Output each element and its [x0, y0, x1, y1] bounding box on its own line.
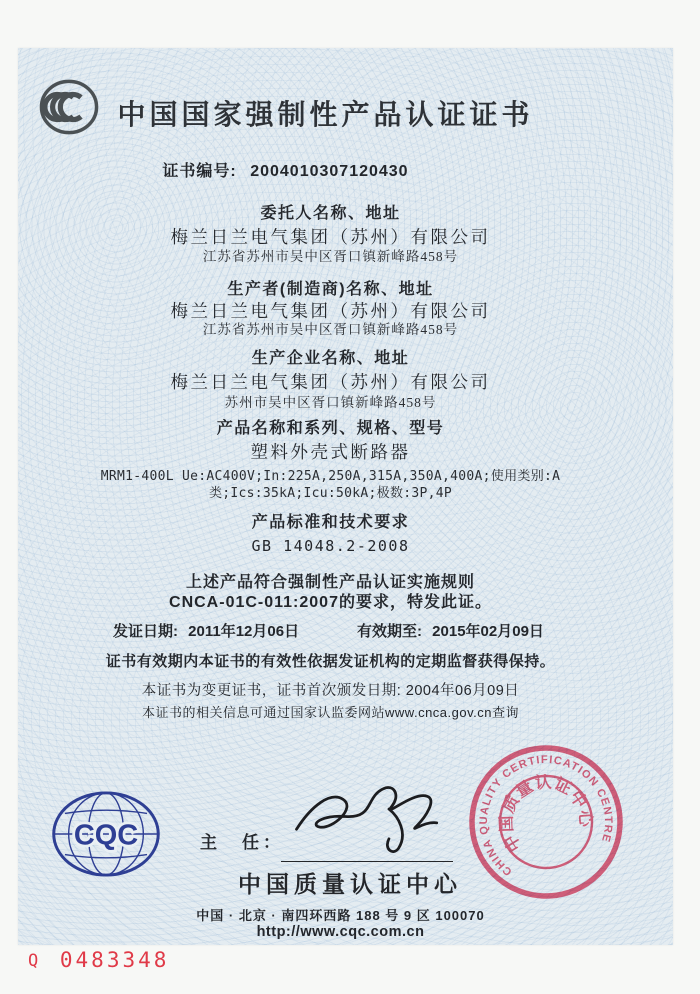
factory-address: 苏州市吴中区胥口镇新峰路458号 [224, 395, 437, 410]
organization-name: 中国质量认证中心 [238, 871, 462, 897]
validity-note: 证书有效期内本证书的有效性依据发证机构的定期监督获得保持。 [105, 653, 556, 670]
manufacturer-name: 梅兰日兰电气集团（苏州）有限公司 [170, 301, 491, 321]
expiry-date-value: 2015年02月09日 [432, 623, 544, 640]
issue-date [113, 620, 299, 641]
certificate-title: 中国国家强制性产品认证证书 [117, 99, 534, 130]
product-spec-line-2: 类;Ics:35kA;Icu:50kA;极数:3P,4P [208, 486, 453, 501]
issue-date-value: 2011年12月06日 [188, 623, 300, 640]
expiry-date [357, 620, 544, 641]
applicant-address: 江苏省苏州市吴中区胥口镇新峰路458号 [202, 249, 459, 264]
product-name: 塑料外壳式断路器 [250, 442, 411, 462]
serial-number [28, 948, 169, 972]
organization-website: http://www.cqc.com.cn [256, 924, 425, 940]
cqc-logo-letters: CQC [73, 819, 139, 852]
svg-text:CHINA QUALITY CERTIFICATION CE [466, 742, 623, 882]
red-seal-stamp [466, 742, 626, 902]
director-signature [278, 774, 468, 859]
organization-address: 中国 · 北京 · 南四环西路 188 号 9 区 100070 [196, 908, 485, 923]
factory-heading: 生产企业名称、地址 [251, 350, 410, 367]
stamp-english-text: CHINA QUALITY CERTIFICATION CENTRE [477, 753, 615, 878]
stamp-chinese-text: 中国质量认证中心 [497, 773, 595, 855]
issue-date-label: 发证日期: [113, 623, 178, 640]
certificate-number-line [18, 158, 553, 181]
serial-prefix: Q [28, 951, 41, 971]
signature-line [281, 861, 453, 862]
applicant-heading: 委托人名称、地址 [260, 205, 401, 222]
change-note: 本证书为变更证书，证书首次颁发日期: 2004年06月09日 [141, 683, 520, 699]
manufacturer-address: 江苏省苏州市吴中区胥口镇新峰路458号 [202, 322, 459, 337]
cqc-globe-icon [50, 788, 162, 880]
director-label: 主 任： [200, 833, 284, 852]
product-spec-line-1: MRM1-400L Ue:AC400V;In:225A,250A,315A,350A,400A;使用类别:A [100, 469, 561, 484]
certificate-body [18, 48, 673, 945]
product-heading: 产品名称和系列、规格、型号 [216, 420, 445, 437]
standard-value: GB 14048.2-2008 [251, 537, 410, 555]
certificate-number-label: 证书编号: [162, 163, 237, 180]
factory-name: 梅兰日兰电气集团（苏州）有限公司 [170, 372, 491, 392]
compliance-statement-line-1: 上述产品符合强制性产品认证实施规则 [185, 574, 475, 591]
applicant-name: 梅兰日兰电气集团（苏州）有限公司 [170, 227, 491, 247]
expiry-date-label: 有效期至: [357, 623, 422, 640]
serial-digits: 0483348 [59, 948, 170, 972]
certificate-number-value: 2004010307120430 [250, 163, 409, 180]
manufacturer-heading: 生产者(制造商)名称、地址 [227, 281, 434, 298]
standard-heading: 产品标准和技术要求 [251, 514, 410, 531]
info-note: 本证书的相关信息可通过国家认监委网站www.cnca.gov.cn查询 [142, 705, 519, 720]
compliance-statement-line-2: CNCA-01C-011:2007的要求，特发此证。 [169, 594, 492, 611]
